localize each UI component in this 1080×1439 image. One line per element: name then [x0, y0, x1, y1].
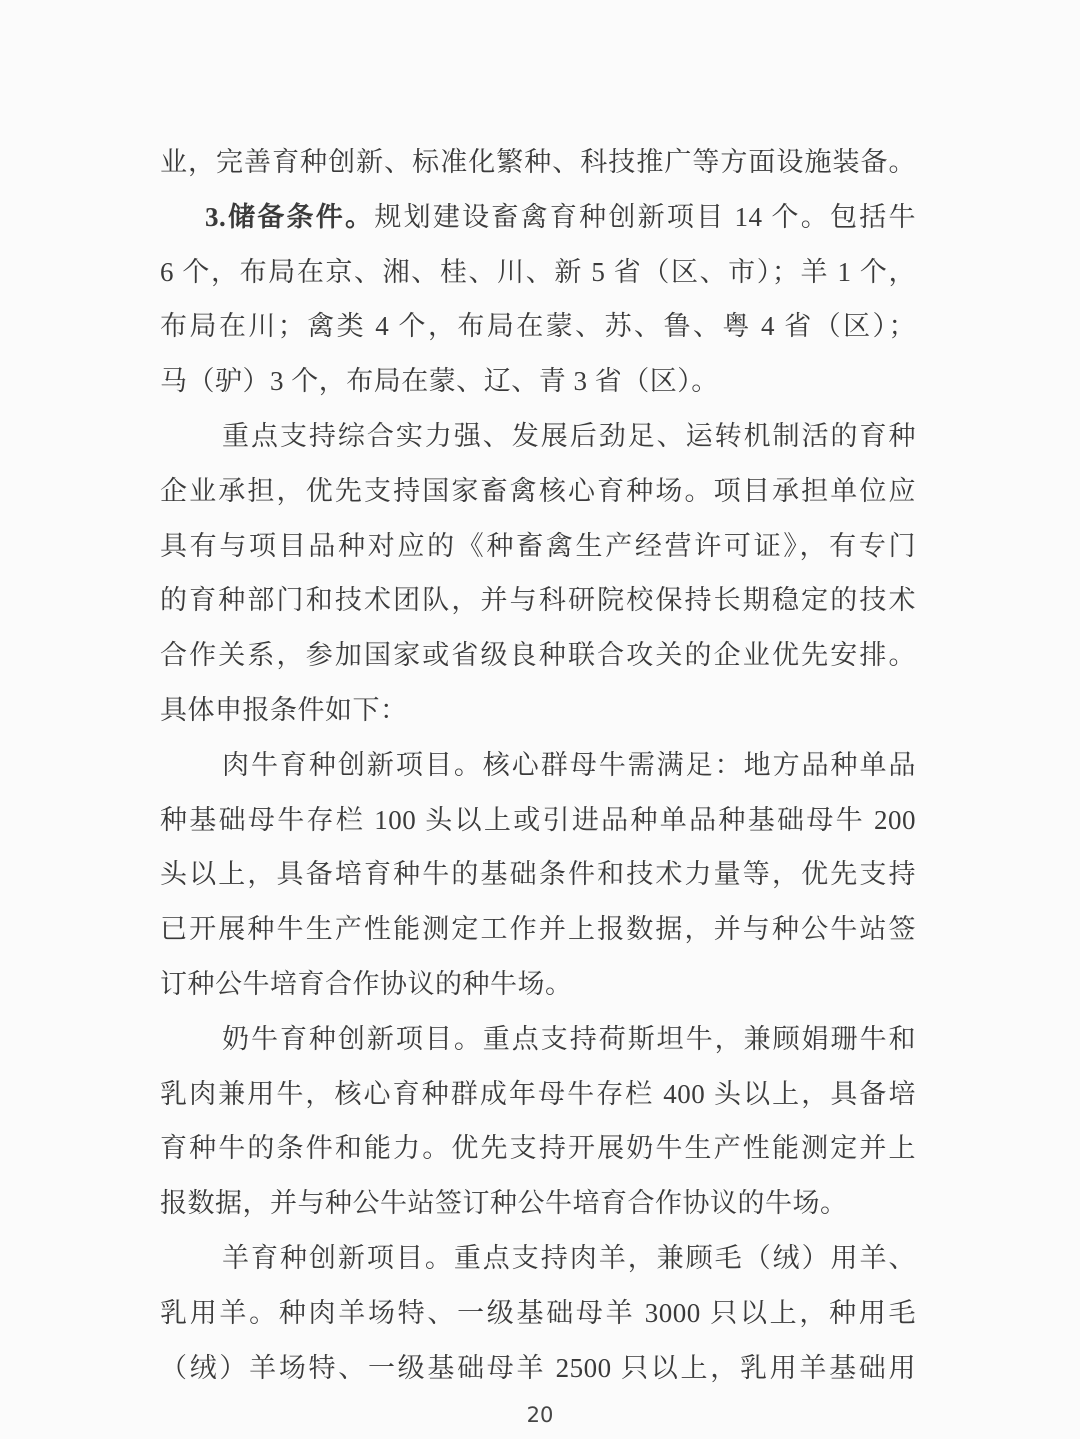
bold-heading-segment: 3.储备条件。	[205, 201, 375, 232]
text-line-20	[160, 1176, 916, 1231]
text-segment: 已开展种牛生产性能测定工作并上报数据，并与种公牛站签	[160, 914, 916, 945]
document-text-block	[160, 135, 916, 1395]
text-line-15	[160, 902, 916, 957]
text-segment: 乳用羊。种肉羊场特、一级基础母羊 3000 只以上，种用毛	[160, 1297, 916, 1328]
text-line-16	[160, 957, 916, 1012]
text-segment: 重点支持综合实力强、发展后劲足、运转机制活的育种	[222, 420, 916, 451]
text-segment: 头以上，具备培育种牛的基础条件和技术力量等，优先支持	[160, 859, 916, 890]
text-segment: 布局在川；禽类 4 个，布局在蒙、苏、鲁、粤 4 省（区）；	[160, 311, 916, 342]
text-line-13	[160, 793, 916, 848]
text-line-11	[160, 683, 916, 738]
text-line-4	[160, 299, 916, 354]
text-line-19	[160, 1121, 916, 1176]
text-line-6	[160, 409, 916, 464]
text-line-23	[160, 1341, 916, 1396]
text-segment: 奶牛育种创新项目。重点支持荷斯坦牛，兼顾娟珊牛和	[222, 1023, 916, 1054]
text-line-7	[160, 464, 916, 519]
text-segment: 育种牛的条件和能力。优先支持开展奶牛生产性能测定并上	[160, 1133, 916, 1164]
text-segment: 乳肉兼用牛，核心育种群成年母牛存栏 400 头以上，具备培	[160, 1078, 916, 1109]
text-segment: 合作关系，参加国家或省级良种联合攻关的企业优先安排。	[160, 640, 916, 671]
text-segment: 6 个，布局在京、湘、桂、川、新 5 省（区、市）；羊 1 个，	[160, 256, 916, 287]
text-line-18	[160, 1067, 916, 1122]
text-segment: （绒）羊场特、一级基础母羊 2500 只以上，乳用羊基础用	[160, 1352, 916, 1383]
text-line-2	[160, 190, 916, 245]
text-line-14	[160, 847, 916, 902]
text-segment: 业，完善育种创新、标准化繁种、科技推广等方面设施装备。	[160, 147, 916, 177]
text-line-3	[160, 245, 916, 300]
text-line-1	[160, 135, 916, 190]
text-line-10	[160, 628, 916, 683]
text-line-5	[160, 354, 916, 409]
text-segment: 具有与项目品种对应的《种畜禽生产经营许可证》，有专门	[160, 530, 916, 561]
text-segment: 企业承担，优先支持国家畜禽核心育种场。项目承担单位应	[160, 475, 916, 506]
text-segment: 报数据，并与种公牛站签订种公牛培育合作协议的牛场。	[160, 1188, 848, 1219]
page-number: 20	[526, 1403, 554, 1427]
text-line-17	[160, 1012, 916, 1067]
text-line-9	[160, 573, 916, 628]
text-segment: 羊育种创新项目。重点支持肉羊，兼顾毛（绒）用羊、	[222, 1242, 916, 1273]
text-line-21	[160, 1231, 916, 1286]
text-line-8	[160, 519, 916, 574]
text-segment: 肉牛育种创新项目。核心群母牛需满足：地方品种单品	[222, 749, 916, 780]
text-line-12	[160, 738, 916, 793]
text-segment: 规划建设畜禽育种创新项目 14 个。包括牛	[374, 201, 916, 232]
text-segment: 的育种部门和技术团队，并与科研院校保持长期稳定的技术	[160, 585, 916, 616]
text-segment: 马（驴）3 个，布局在蒙、辽、青 3 省（区）。	[160, 366, 719, 397]
text-segment: 种基础母牛存栏 100 头以上或引进品种单品种基础母牛 200	[160, 804, 916, 835]
text-segment: 订种公牛培育合作协议的种牛场。	[160, 968, 573, 999]
text-segment: 具体申报条件如下：	[160, 694, 408, 725]
text-line-22	[160, 1286, 916, 1341]
